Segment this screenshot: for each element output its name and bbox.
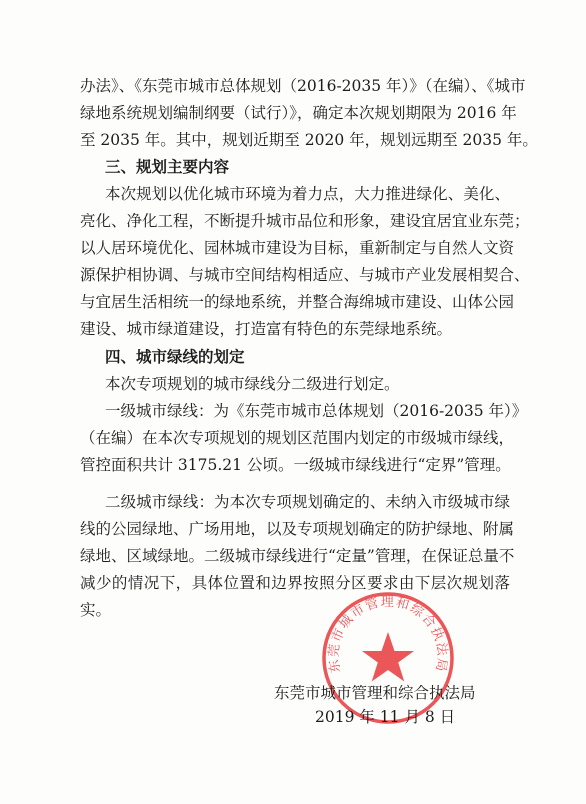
section-3-line-2: 亮化、净化工程，不断提升城市品位和形象，建设宜居宜业东莞；	[80, 212, 530, 230]
intro-line-2: 绿地系统规划编制纲要（试行）》，确定本次规划期限为 2016 年	[80, 104, 517, 122]
section-3-line-5: 与宜居生活相统一的绿地系统，并整合海绵城市建设、山体公园	[80, 293, 515, 311]
section-4-intro: 本次专项规划的城市绿线分二级进行划定。	[105, 375, 400, 393]
intro-line-3: 至 2035 年。其中，规划近期至 2020 年，规划远期至 2035 年。	[80, 131, 538, 149]
section-3-line-6: 建设、城市绿道建设，打造富有特色的东莞绿地系统。	[80, 320, 453, 338]
level-2-line-4: 减少的情况下，具体位置和边界按照分区要求由下层次规划落	[80, 574, 510, 592]
level-2-line-2: 线的公园绿地、广场用地，以及专项规划确定的防护绿地、附属	[80, 520, 515, 538]
section-3-line-4: 源保护相协调、与城市空间结构相适应、与城市产业发展相契合、	[80, 266, 530, 284]
signature-date: 2019 年 11 月 8 日	[315, 708, 456, 726]
section-3-line-1: 本次规划以优化城市环境为着力点，大力推进绿化、美化、	[105, 185, 510, 203]
seal-text: 东莞市城市管理和综合执法局	[326, 595, 450, 674]
star-icon	[362, 632, 414, 682]
intro-line-1: 办法》、《东莞市城市总体规划（2016-2035 年）》（在编）、《城市	[80, 77, 526, 95]
level-2-line-3: 绿地、区域绿地。二级城市绿线进行“定量”管理，在保证总量不	[80, 547, 515, 565]
section-3-heading: 三、规划主要内容	[105, 158, 230, 176]
section-4-heading: 四、城市绿线的划定	[105, 348, 245, 366]
signature-issuer: 东莞市城市管理和综合执法局	[274, 684, 476, 702]
level-2-line-5: 实。	[80, 601, 112, 619]
section-3-line-3: 以人居环境优化、园林城市建设为目标，重新制定与自然人文资	[80, 239, 515, 257]
level-1-line-3: 管控面积共计 3175.21 公顷。一级城市绿线进行“定界”管理。	[80, 456, 511, 474]
level-1-line-1: 一级城市绿线：为《东莞市城市总体规划（2016-2035 年）》	[105, 402, 528, 420]
level-2-line-1: 二级城市绿线：为本次专项规划确定的、未纳入市级城市绿	[105, 493, 510, 511]
level-1-line-2: （在编）在本次专项规划的规划区范围内划定的市级城市绿线，	[80, 429, 515, 447]
